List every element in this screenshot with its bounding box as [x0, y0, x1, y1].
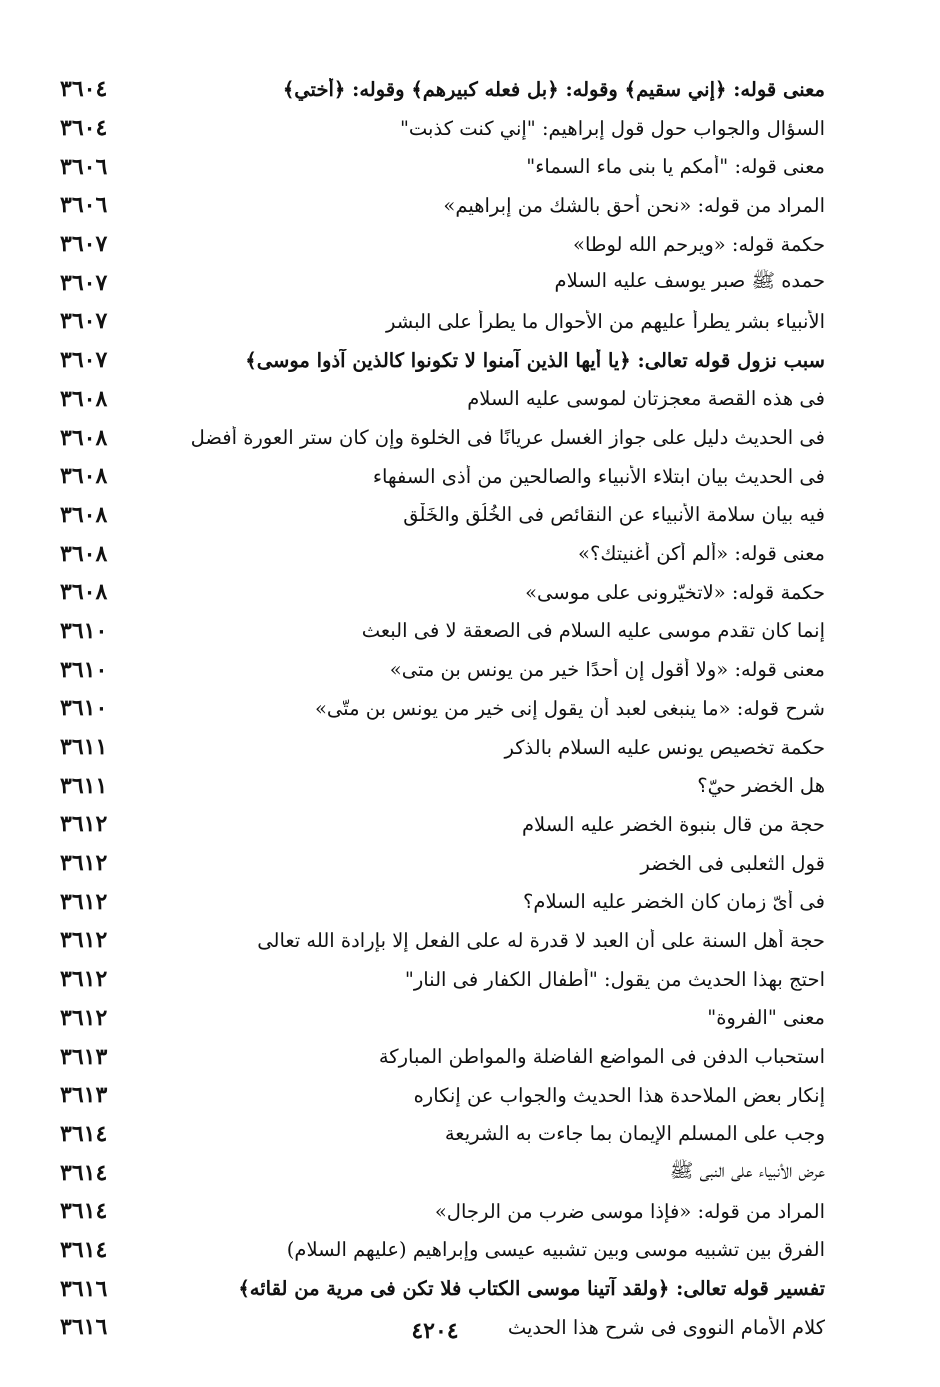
- toc-entry: [60, 1037, 825, 1076]
- toc-entry-page: ٣٦١٢: [60, 811, 108, 838]
- toc-entry-page: ٣٦٠٨: [60, 463, 108, 490]
- toc-entry-title: فى هذه القصة معجزتان لموسى عليه السلام: [467, 387, 825, 411]
- toc-entry-page: ٣٦١٦: [60, 1314, 108, 1341]
- toc-entry-title: إنما كان تقدم موسى عليه السلام فى الصعقة لا فى البعث: [361, 619, 825, 643]
- toc-entry-title: قول الثعلبى فى الخضر: [640, 851, 825, 875]
- toc-entry-page: ٣٦٠٤: [60, 76, 108, 103]
- toc-entry: [60, 844, 825, 883]
- toc-entry-title: كلام الأمام النووى فى شرح هذا الحديث: [507, 1315, 825, 1339]
- toc-entry-page: ٣٦٠٨: [60, 501, 108, 528]
- toc-entry-page: ٣٦٠٨: [60, 579, 108, 606]
- toc-entry-title: فى الحديث دليل على جواز الغسل عريانًا فى الخلوة وإن كان ستر العورة أفضل: [190, 426, 825, 450]
- toc-entry: [60, 70, 825, 109]
- toc-entry-page: ٣٦٠٦: [60, 192, 108, 219]
- toc-entry-page: ٣٦١٢: [60, 850, 108, 877]
- toc-entry: [60, 612, 825, 651]
- toc-entry-page: ٣٦١٢: [60, 1004, 108, 1031]
- toc-entry-title: فى أىّ زمان كان الخضر عليه السلام؟: [523, 890, 825, 914]
- toc-entry-page: ٣٦١٣: [60, 1082, 108, 1109]
- toc-entry-title: إنكار بعض الملاحدة هذا الحديث والجواب عن إنكاره: [413, 1083, 825, 1107]
- toc-entry-title: فى الحديث بيان ابتلاء الأنبياء والصالحين من أذى السفهاء: [372, 464, 825, 488]
- toc-entry: [60, 418, 825, 457]
- toc-entry-page: ٣٦١٢: [60, 927, 108, 954]
- toc-entry-page: ٣٦١٢: [60, 888, 108, 915]
- toc-entry: [60, 960, 825, 999]
- toc-entry-title: معنى قوله: «ألم أكن أغنيتك؟»: [578, 542, 825, 566]
- toc-entry: [60, 728, 825, 767]
- toc-entry-page: ٣٦٠٧: [60, 308, 108, 335]
- toc-entry: [60, 766, 825, 805]
- toc-entry: [60, 457, 825, 496]
- toc-entry-page: ٣٦١٣: [60, 1043, 108, 1070]
- toc-entry-title: فيه بيان سلامة الأنبياء عن النقائص فى الخُلُق والخَلْق: [403, 503, 825, 527]
- toc-entry-page: ٣٦١١: [60, 734, 108, 761]
- toc-entry-title: استحباب الدفن فى المواضع الفاضلة والمواطن المباركة: [378, 1045, 825, 1069]
- toc-entry-page: ٣٦٠٧: [60, 347, 108, 374]
- toc-entry-title: حكمة قوله: «لاتخيّرونى على موسى»: [525, 580, 825, 604]
- toc-entry: [60, 1269, 825, 1308]
- table-of-contents: [60, 70, 825, 1347]
- toc-entry-title: حمده ﷺ صبر يوسف عليه السلام: [554, 268, 825, 292]
- toc-entry-page: ٣٦٠٨: [60, 424, 108, 451]
- toc-entry-title: حكمة قوله: «ويرحم الله لوطا»: [573, 232, 825, 256]
- toc-entry: [60, 1115, 825, 1154]
- toc-entry-page: ٣٦٠٨: [60, 540, 108, 567]
- toc-entry-page: ٣٦٠٨: [60, 385, 108, 412]
- toc-entry: [60, 1192, 825, 1231]
- toc-entry-title: شرح قوله: «ما ينبغى لعبد أن يقول إنى خير من يونس بن متّى»: [315, 696, 825, 720]
- toc-entry-title: حجة أهل السنة على أن العبد لا قدرة له على الفعل إلا بإرادة الله تعالى: [257, 928, 825, 952]
- toc-entry-page: ٣٦٠٧: [60, 231, 108, 258]
- toc-entry: [60, 1076, 825, 1115]
- toc-entry-title: الأنبياء بشر يطرأ عليهم من الأحوال ما يطرأ على البشر: [385, 309, 825, 333]
- toc-entry: [60, 109, 825, 148]
- toc-entry-title: المراد من قوله: «نحن أحق بالشك من إبراهيم»: [443, 193, 825, 217]
- toc-entry-title: معنى قوله: ﴿إني سقيم﴾ وقوله: ﴿بل فعله كبيرهم﴾ وقوله: ﴿أختي﴾: [282, 77, 825, 101]
- toc-entry-title: هل الخضر حيّ؟: [697, 774, 825, 798]
- toc-entry-title: المراد من قوله: «فإذا موسى ضرب من الرجال»: [434, 1199, 825, 1223]
- toc-entry-title: السؤال والجواب حول قول إبراهيم: "إني كنت كذبت": [399, 116, 825, 140]
- toc-entry-title: تفسير قوله تعالى: ﴿ولقد آتينا موسى الكتاب فلا تكن فى مرية من لقائه﴾: [238, 1277, 825, 1301]
- toc-entry: [60, 689, 825, 728]
- toc-entry: [60, 186, 825, 225]
- toc-entry: [60, 225, 825, 264]
- toc-entry: [60, 302, 825, 341]
- toc-entry-page: ٣٦١٤: [60, 1236, 108, 1263]
- toc-entry-title: معنى قوله: "أمكم يا بنى ماء السماء": [526, 155, 825, 179]
- toc-entry: [60, 1231, 825, 1270]
- toc-entry-page: ٣٦١٦: [60, 1275, 108, 1302]
- toc-entry-title: عرض الأنبياء على النبى ﷺ: [669, 1158, 825, 1182]
- toc-entry-title: معنى قوله: «ولا أقول إن أحدًا خير من يونس بن متى»: [389, 658, 825, 682]
- toc-entry-page: ٣٦١٠: [60, 695, 108, 722]
- toc-entry: [60, 496, 825, 535]
- toc-entry-page: ٣٦٠٦: [60, 153, 108, 180]
- toc-entry-page: ٣٦١٤: [60, 1120, 108, 1147]
- toc-entry: [60, 573, 825, 612]
- toc-entry-title: سبب نزول قوله تعالى: ﴿يا أيها الذين آمنوا لا تكونوا كالذين آذوا موسى﴾: [245, 348, 825, 372]
- toc-entry: [60, 805, 825, 844]
- toc-entry-page: ٣٦١٤: [60, 1159, 108, 1186]
- toc-entry-page: ٣٦٠٧: [60, 269, 108, 296]
- toc-entry: [60, 650, 825, 689]
- toc-entry-page: ٣٦١٢: [60, 966, 108, 993]
- toc-entry: [60, 147, 825, 186]
- toc-entry-title: حكمة تخصيص يونس عليه السلام بالذكر: [504, 735, 825, 759]
- toc-entry: [60, 380, 825, 419]
- toc-entry-title: وجب على المسلم الإيمان بما جاءت به الشريعة: [444, 1122, 825, 1146]
- toc-entry: [60, 263, 825, 302]
- toc-entry: [60, 882, 825, 921]
- toc-entry: [60, 999, 825, 1038]
- toc-entry-page: ٣٦١٠: [60, 617, 108, 644]
- toc-entry-title: معنى "الفروة": [707, 1006, 825, 1030]
- toc-entry-title: الفرق بين تشبيه موسى وبين تشبيه عيسى وإبراهيم (عليهم السلام): [286, 1238, 825, 1262]
- toc-entry: [60, 534, 825, 573]
- toc-entry-page: ٣٦٠٤: [60, 115, 108, 142]
- toc-entry: [60, 921, 825, 960]
- toc-entry-title: احتج بهذا الحديث من يقول: "أطفال الكفار فى النار": [404, 967, 825, 991]
- toc-entry: [60, 1153, 825, 1192]
- toc-entry-page: ٣٦١١: [60, 772, 108, 799]
- toc-entry-title: حجة من قال بنبوة الخضر عليه السلام: [521, 812, 825, 836]
- toc-entry-page: ٣٦١٤: [60, 1198, 108, 1225]
- toc-entry-page: ٣٦١٠: [60, 656, 108, 683]
- toc-entry: [60, 341, 825, 380]
- page-number: ٤٢٠٤: [411, 1318, 459, 1344]
